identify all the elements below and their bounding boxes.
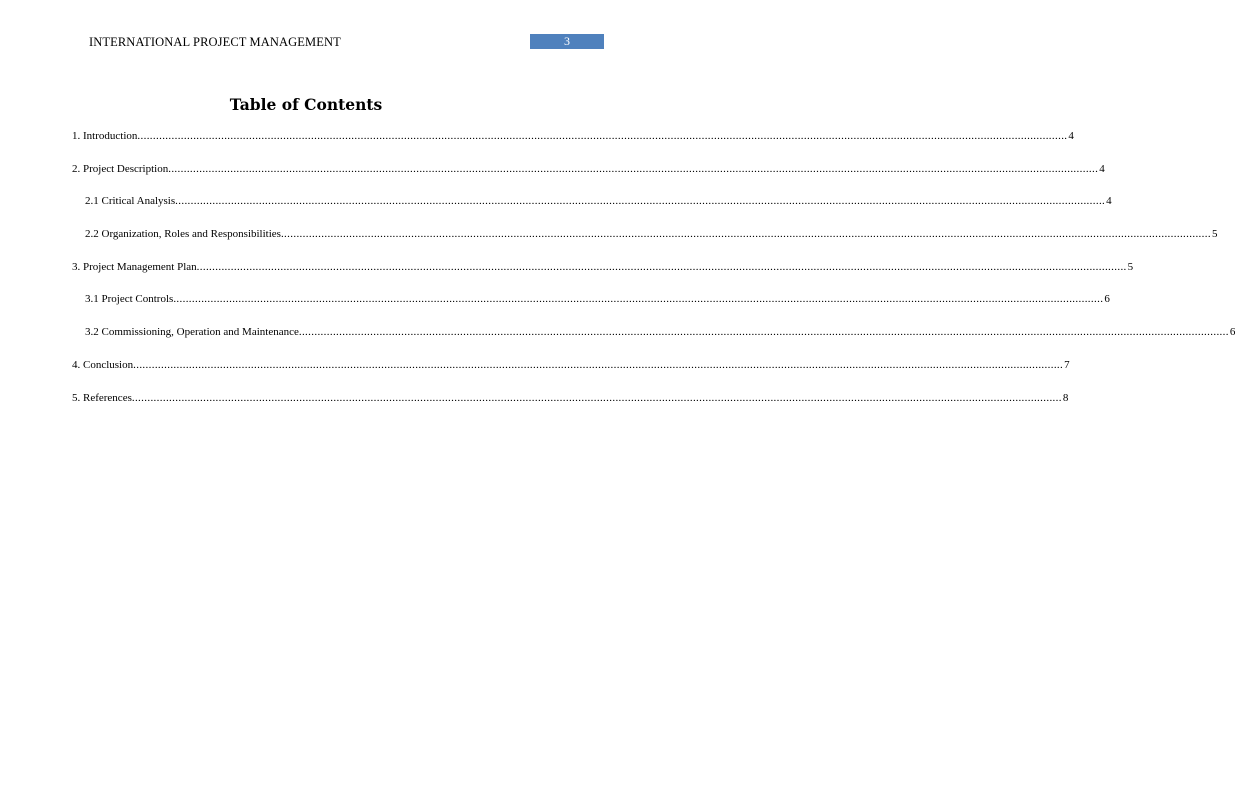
toc-entry-project-description[interactable] <box>72 162 1105 176</box>
toc-entry-project-controls[interactable] <box>72 292 1110 306</box>
toc-entry-project-management-plan[interactable] <box>72 260 1134 274</box>
toc-entry-title: 4. Conclusion <box>72 358 134 371</box>
page-number-badge: 3 <box>530 34 604 49</box>
toc-dot-leader: ............................................................................................................................................................................................................................................................................................................ <box>173 293 1104 306</box>
toc-entry-references[interactable] <box>72 391 1069 405</box>
toc-entry-introduction[interactable] <box>72 129 1074 143</box>
toc-entry-title: 3.1 Project Controls <box>85 293 174 306</box>
toc-entry-page: 5 <box>1211 228 1218 241</box>
toc-entry-page: 6 <box>1104 293 1110 306</box>
toc-entry-page: 6 <box>1229 326 1235 339</box>
table-of-contents <box>72 129 1235 423</box>
toc-entry-title: 3.2 Commissioning, Operation and Maintenance <box>85 326 299 339</box>
toc-dot-leader: ............................................................................................................................................................................................................................................................................................................ <box>280 228 1211 241</box>
toc-entry-page: 5 <box>1127 260 1134 273</box>
toc-dot-leader: ............................................................................................................................................................................................................................................................................................................ <box>168 162 1099 175</box>
toc-entry-page: 4 <box>1106 195 1112 208</box>
toc-dot-leader: ............................................................................................................................................................................................................................................................................................................ <box>131 391 1062 404</box>
toc-entry-title: 1. Introduction <box>72 130 138 142</box>
toc-entry-conclusion[interactable] <box>72 358 1070 372</box>
toc-heading: Table of Contents <box>229 95 383 114</box>
toc-dot-leader: ............................................................................................................................................................................................................................................................................................................ <box>298 326 1229 339</box>
toc-entry-organization-roles[interactable] <box>72 227 1218 241</box>
toc-entry-title: 2. Project Description <box>72 162 169 175</box>
toc-entry-title: 3. Project Management Plan <box>72 260 197 273</box>
toc-entry-title: 5. References <box>72 391 132 404</box>
toc-entry-commissioning[interactable] <box>72 325 1235 339</box>
toc-entry-page: 4 <box>1068 130 1074 142</box>
toc-dot-leader: ............................................................................................................................................................................................................................................................................................................ <box>137 130 1068 142</box>
toc-entry-title: 2.2 Organization, Roles and Responsibilities <box>85 228 281 241</box>
toc-entry-page: 4 <box>1099 162 1105 175</box>
toc-dot-leader: ............................................................................................................................................................................................................................................................................................................ <box>133 358 1064 371</box>
toc-entry-page: 7 <box>1064 358 1070 371</box>
toc-dot-leader: ............................................................................................................................................................................................................................................................................................................ <box>196 260 1127 273</box>
running-header-title: INTERNATIONAL PROJECT MANAGEMENT <box>89 35 341 49</box>
toc-entry-page: 8 <box>1062 391 1069 404</box>
toc-dot-leader: ............................................................................................................................................................................................................................................................................................................ <box>175 195 1106 208</box>
toc-entry-critical-analysis[interactable] <box>72 194 1112 208</box>
toc-entry-title: 2.1 Critical Analysis <box>85 195 176 208</box>
